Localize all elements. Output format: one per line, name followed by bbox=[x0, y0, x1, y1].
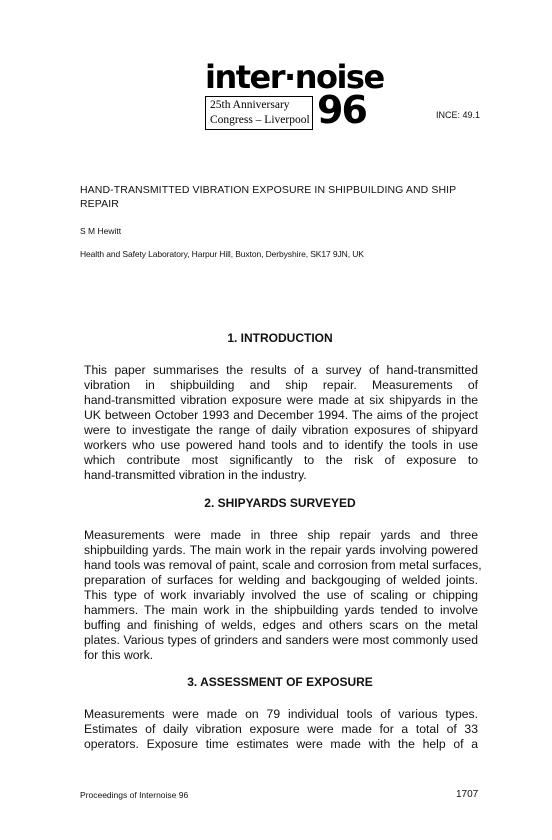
paragraph-line: plates. Various types of grinders and sanders were most commonly used bbox=[84, 633, 478, 648]
logo-anniversary-box bbox=[205, 96, 313, 130]
paragraph-line: hand-transmitted vibration exposure were made at six shipyards in the bbox=[84, 393, 478, 408]
paragraph-line: for this work. bbox=[84, 648, 154, 663]
paragraph-line: preparation of surfaces for welding and backgouging of welded joints. bbox=[84, 573, 478, 588]
paragraph-line: operators. Exposure time estimates were made with the help of a bbox=[84, 737, 478, 752]
paper-affiliation: Health and Safety Laboratory, Harpur Hill, Buxton, Derbyshire, SK17 9JN, UK bbox=[80, 249, 364, 259]
paragraph-line: This type of work invariably involved the use of scaling or chipping bbox=[84, 588, 478, 603]
footer-proceedings: Proceedings of Internoise 96 bbox=[80, 790, 189, 800]
logo-year: 96 bbox=[317, 88, 366, 132]
paragraph-line: vibration in shipbuilding and ship repair. Measurements of bbox=[84, 378, 478, 393]
paper-author: S M Hewitt bbox=[80, 226, 122, 236]
section-heading-assessment: 3. ASSESSMENT OF EXPOSURE bbox=[187, 675, 373, 689]
logo-anniversary-line2: Congress – Liverpool bbox=[210, 113, 310, 126]
section-body-shipyards bbox=[84, 528, 482, 663]
section-heading-introduction: 1. INTRODUCTION bbox=[227, 331, 333, 345]
paragraph-line: hand-transmitted vibration in the industry. bbox=[84, 468, 307, 483]
paragraph-line: Measurements were made in three ship repair yards and three bbox=[84, 528, 478, 542]
section-body-assessment bbox=[84, 707, 478, 752]
paragraph-line: hammers. The main work in the shipbuilding yards tended to involve bbox=[84, 603, 478, 618]
paragraph-line: hand tools was removal of paint, scale and corrosion from metal surfaces, bbox=[84, 558, 482, 573]
footer-page-number: 1707 bbox=[456, 789, 479, 800]
logo-anniversary-line1: 25th Anniversary bbox=[210, 99, 290, 111]
paragraph-line: were to investigate the range of daily vibration exposures of shipyard bbox=[84, 423, 478, 438]
paragraph-line: This paper summarises the results of a survey of hand-transmitted bbox=[84, 363, 478, 377]
paragraph-line: buffing and finishing of welds, edges and others scars on the metal bbox=[84, 618, 478, 633]
paper-title: HAND-TRANSMITTED VIBRATION EXPOSURE IN SHIPBUILDING AND SHIP REPAIR bbox=[80, 184, 457, 210]
paragraph-line: UK between October 1993 and December 1994. The aims of the project bbox=[84, 408, 478, 423]
paragraph-line: workers who use powered hand tools and to identify the tools in use bbox=[84, 438, 478, 453]
paragraph-line: Estimates of daily vibration exposure were made for a total of 33 bbox=[84, 722, 478, 737]
section-body-introduction bbox=[84, 363, 478, 483]
paragraph-line: Measurements were made on 79 individual tools of various types. bbox=[84, 707, 478, 721]
section-heading-shipyards: 2. SHIPYARDS SURVEYED bbox=[204, 496, 356, 510]
paragraph-line: shipbuilding yards. The main work in the repair yards involving powered bbox=[84, 543, 478, 558]
conference-code: INCE: 49.1 bbox=[436, 110, 481, 120]
logo-wordmark: inter·noise bbox=[205, 58, 384, 96]
paragraph-line: which contribute most significantly to the risk of exposure to bbox=[84, 453, 478, 468]
internoise-logo bbox=[205, 58, 384, 132]
